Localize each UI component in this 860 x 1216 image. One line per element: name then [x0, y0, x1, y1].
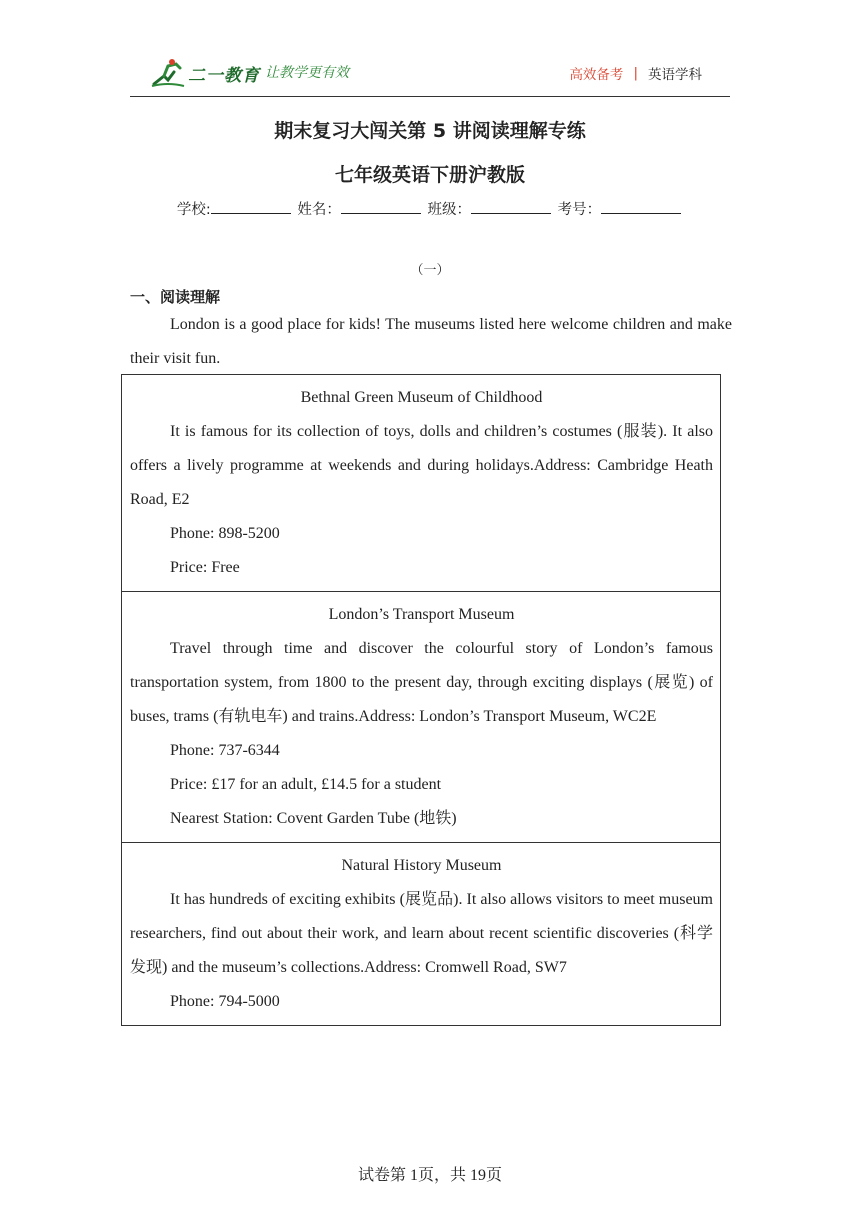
intro-paragraph: London is a good place for kids! The museums listed here welcome children and make their visit fun.: [130, 316, 732, 367]
museum-phone: Phone: 737-6344: [170, 742, 280, 759]
name-blank: [341, 199, 421, 214]
museum-description: It is famous for its collection of toys, dolls and children’s costumes (服装). It also offers a lively programme at weekends and during holidays.Address: Cambridge Heath Road, E2: [130, 423, 713, 508]
header-tags: [569, 63, 702, 83]
museum-name: Natural History Museum: [341, 857, 502, 874]
museum-price: Price: Free: [170, 559, 240, 576]
museum-cell: [122, 842, 720, 1025]
museum-station: Nearest Station: Covent Garden Tube (地铁): [170, 810, 457, 827]
page-number-footer: 试卷第 1页，共 19页: [357, 1167, 502, 1184]
class-field-label: 班级：: [427, 202, 471, 218]
header-separator: |: [633, 65, 638, 81]
runner-logo-icon: [150, 58, 186, 88]
header-accent-label: 高效备考: [569, 67, 624, 83]
part-label: （一）: [410, 263, 450, 278]
page-header: [130, 56, 730, 98]
museum-phone: Phone: 898-5200: [170, 525, 280, 542]
museum-phone: Phone: 794-5000: [170, 993, 280, 1010]
exam-number-blank: [601, 199, 681, 214]
museum-name: London’s Transport Museum: [328, 606, 515, 623]
museum-price: Price: £17 for an adult, £14.5 for a student: [170, 776, 442, 793]
page-title: 期末复习大闯关第 5 讲阅读理解专练: [274, 120, 586, 142]
museum-description: It has hundreds of exciting exhibits (展览品). It also allows visitors to meet museum researchers, find out about their work, and learn about recent scientific discoveries (科学发现) and the museum’s collections.Address: Cromwell Road, SW7: [130, 891, 713, 976]
name-field-label: 姓名：: [297, 202, 341, 218]
museum-name: Bethnal Green Museum of Childhood: [300, 389, 543, 406]
header-subject: 英语学科: [648, 67, 702, 83]
school-blank: [211, 199, 291, 214]
logo-text: 二一教育: [188, 65, 260, 86]
section-heading: 一、阅读理解: [130, 288, 221, 306]
slogan: 让教学更有效: [265, 65, 349, 81]
page-subtitle: 七年级英语下册沪教版: [334, 164, 525, 186]
museum-description: Travel through time and discover the colourful story of London’s famous transportation system, from 1800 to the present day, through exciting displays (展览) of buses, trams (有轨电车) and trains.Address: London’s Transport Museum, WC2E: [130, 640, 713, 725]
museum-cell: [122, 375, 720, 591]
museum-cell: [122, 591, 720, 842]
class-blank: [471, 199, 551, 214]
header-divider: [130, 96, 730, 97]
student-info-line: [0, 198, 860, 219]
brand-logo: [150, 58, 260, 88]
museum-table: [121, 374, 721, 1026]
school-field-label: 学校:: [176, 202, 211, 218]
exam-number-field-label: 考号：: [557, 202, 602, 218]
